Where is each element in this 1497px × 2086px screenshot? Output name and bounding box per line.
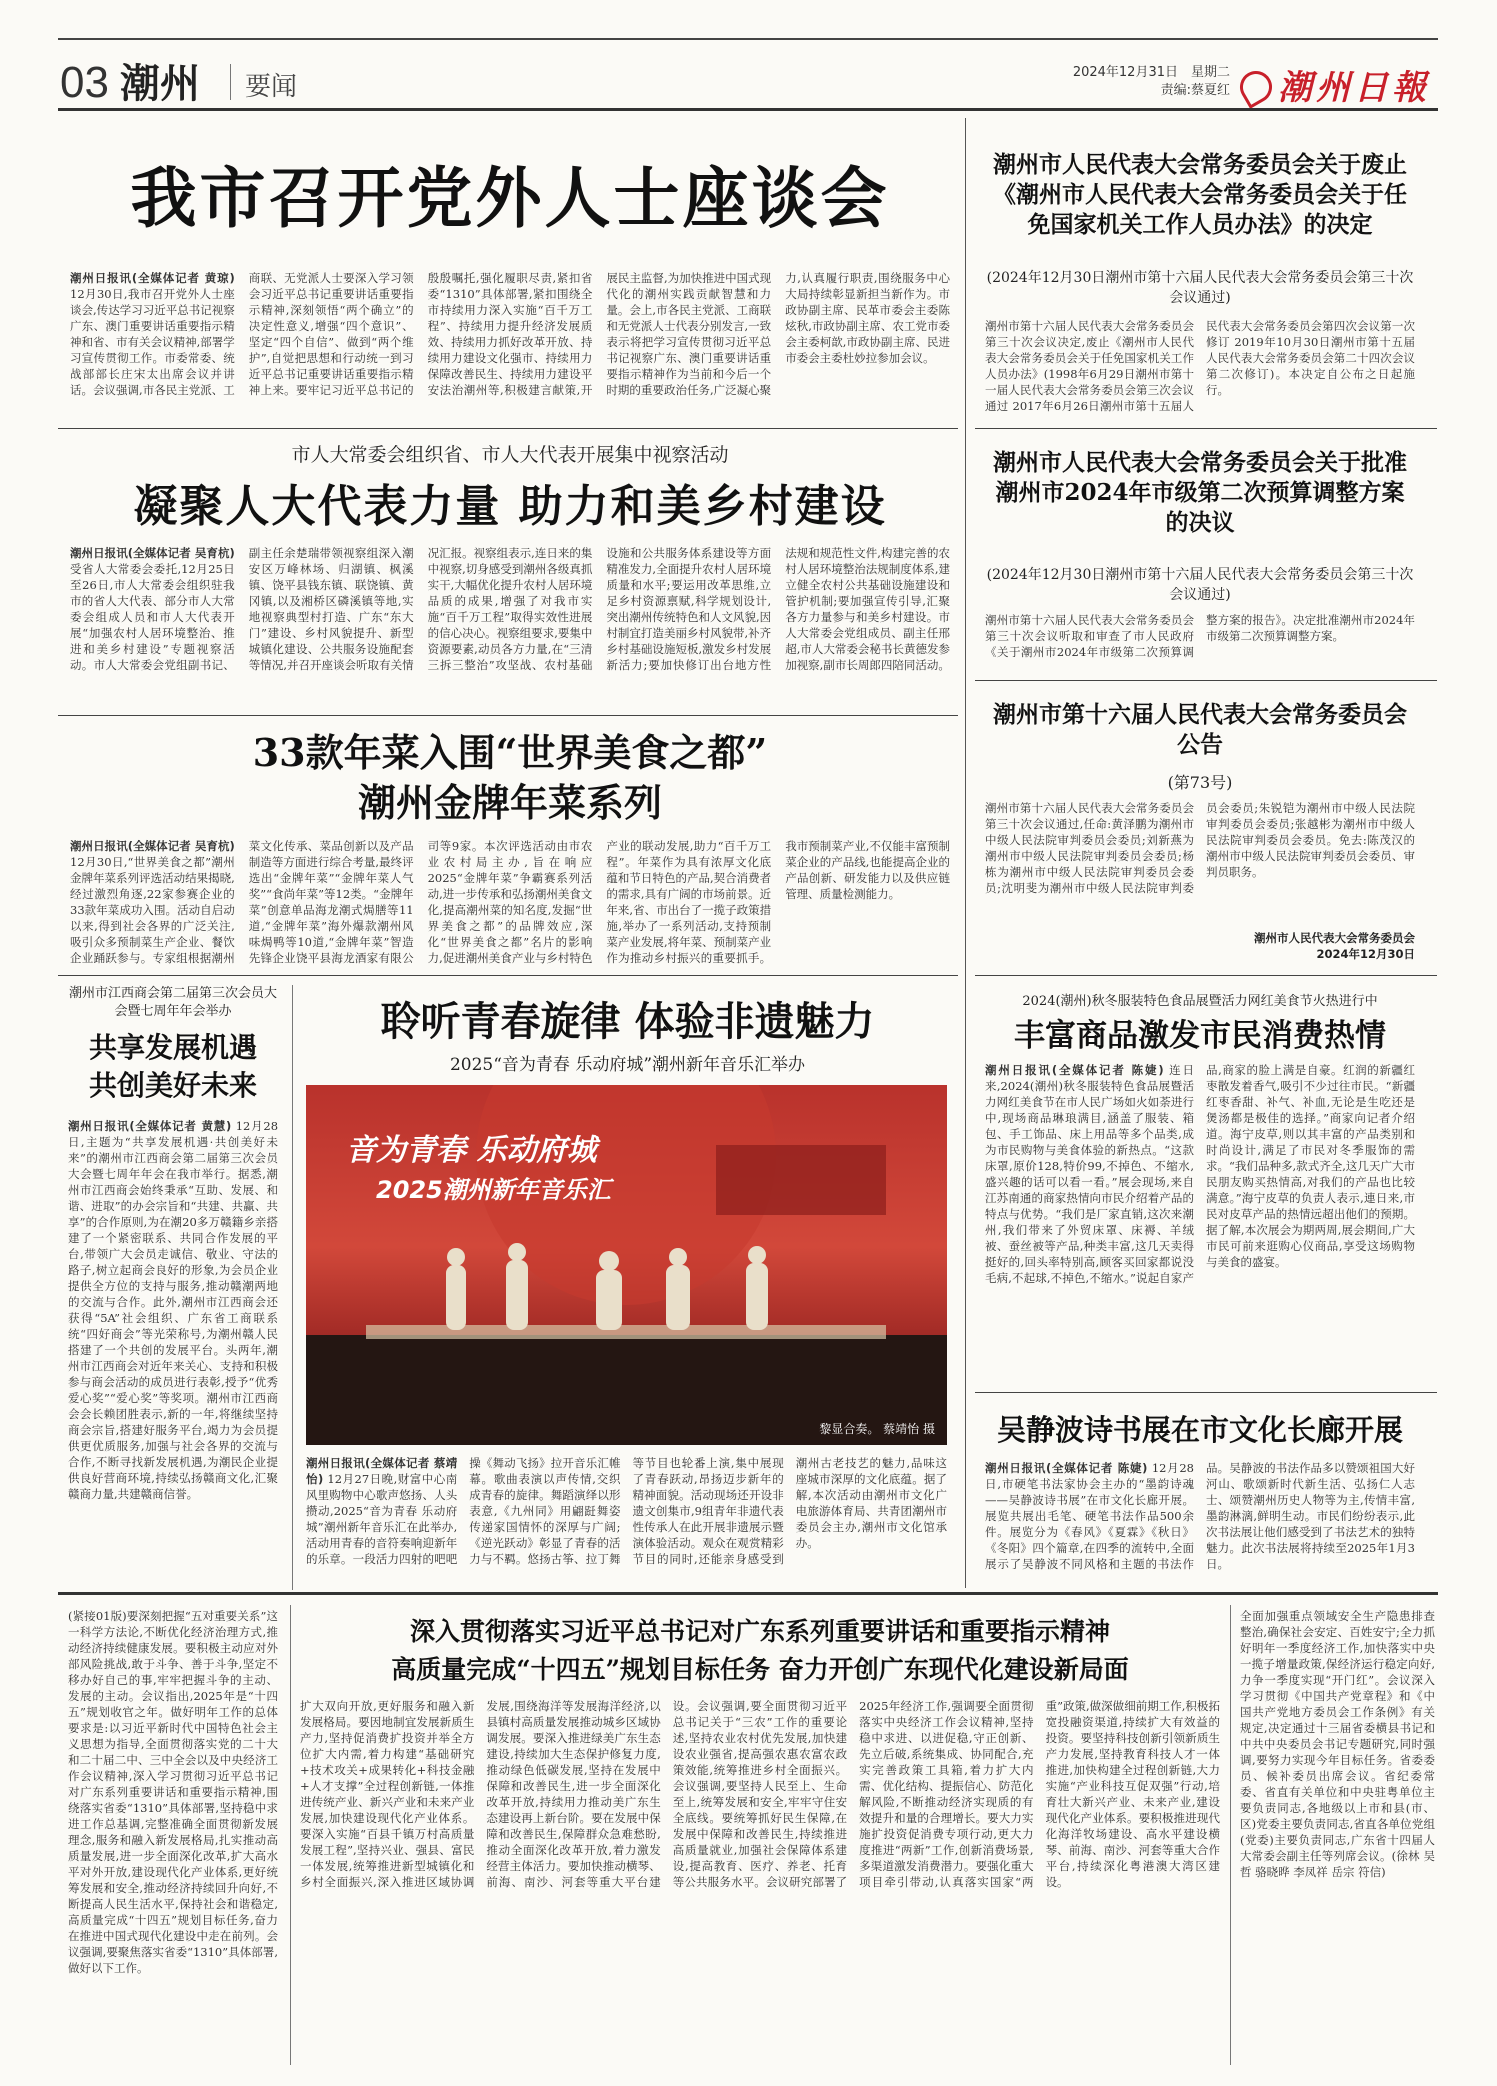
logo-mark-icon	[1234, 65, 1278, 109]
logo-text: 潮州日報	[1278, 68, 1430, 108]
kicker-a4: 潮州市江西商会第二届第三次会员大会暨七周年年会举办	[68, 986, 277, 1019]
headline-r2: 潮州市人民代表大会常务委员会关于批准潮州市2024年市级第二次预算调整方案的决议	[993, 449, 1407, 536]
headline-b1-line2: 高质量完成“十四五”规划目标任务 奋力开创广东现代化建设新局面	[391, 1655, 1129, 1684]
paper-section-name: 潮州	[120, 61, 201, 107]
headline-a3-line2: 潮州金牌年菜系列	[357, 780, 662, 825]
date-line: 2024年12月31日 星期二	[1072, 65, 1230, 80]
notice-signature-date: 2024年12月30日	[1316, 947, 1415, 961]
article-a5-body	[306, 1455, 947, 1580]
headline-r1: 潮州市人民代表大会常务委员会关于废止《潮州市人民代表大会常务委员会关于任免国家机关工作人员办法》的决定	[993, 151, 1407, 238]
photo-banner-title: 音为青春 乐动府城	[346, 1133, 597, 1168]
article-a5-text: 12月27日晚,财富中心南风里购物中心歌声悠扬、人头攒动,2025“音为青春 乐动府城”潮州新年音乐汇在此举办,活动用青春的音符奏响迎新年的乐章。一段活力四射的吧吧操《舞动飞扬》拉开音乐汇帷幕。歌曲表演以声传情,交织成青春的旋律。舞蹈演绎以形表意,《九州同》用翩跹舞姿传递家国情怀的深厚与广阔;《逆光跃动》彰显了青春的活力与不羁。悠扬古筝、拉丁舞等节目也轮番上演,集中展现了青春跃动,昂扬迈步新年的精神面貌。活动现场还开设非遗文创集市,9组青年非遗代表性传承人在此开展非遗展示暨演体验活动。观众在观赏精彩节目的同时,还能亲身感受到潮州古老技艺的魅力,品味这座城市深厚的文化底蕴。据了解,本次活动由潮州市文化广电旅游体育局、共青团潮州市委员会主办,潮州市文化馆承办。	[306, 1456, 947, 1566]
section-label: 要闻	[245, 72, 298, 102]
article-r5-body	[985, 1460, 1415, 1580]
article-r4-text: 连日来,2024(潮州)秋冬服装特色食品展暨活力网红美食节在市人民广场如火如荼进行中,现场商品琳琅满目,涵盖了服装、箱包、手工饰品、床上用品等多个品类,成为市民购物与美食体验的新热点。“这款床罩,原价128,特价99,不掉色、不缩水,盛兴趣的话可以看一看。”展会现场,来自江苏南通的商家热情向市民介绍着产品的特点与优势。“我们是厂家直销,这次来潮州,我们带来了外贸床罩、床褥、羊绒被、蚕丝被等产品,种类丰富,这几天卖得挺好的,回头率特别高,顾客买回家都说没毛病,不起球,不掉色,不缩水。”说起自家产品,商家的脸上满是自豪。红润的新疆红枣散发着香气,吸引不少过往市民。“新疆红枣香甜、补气、补血,无论是生吃还是煲汤都是极佳的选择。”商家向记者介绍道。海宁皮草,则以其丰富的产品类别和时尚设计,满足了市民对冬季服饰的需求。“我们品种多,款式齐全,这几天广大市民朋友购买热情高,对我们的产品也比较满意。”海宁皮草的负责人表示,連日来,市民对皮草产品的热情远超出他们的预期。据了解,本次展会为期两周,展会期间,广大市民可前来逛购心仪商品,享受这场购物与美食的盛宴。	[985, 1063, 1415, 1285]
notice-signature-org: 潮州市人民代表大会常务委员会	[1254, 931, 1415, 945]
article-a1-body	[70, 270, 950, 418]
article-a5-lead: 潮州日报讯(全媒体记者 蔡靖怡)	[306, 1456, 458, 1486]
header-divider	[230, 64, 231, 100]
article-b1-right-text: 全面加强重点领域安全生产隐患排查整治,确保社会安定、百姓安宁;全力抓好明年一季度经济工作,加快落实中央一揽子增量政策,保经济运行稳定向好,力争一季度实现“开门红”。会议深入学习贯彻《中国共产党章程》和《中国共产党地方委员会工作条例》有关规定,决定通过十三届省委横县书记和中共中央委员会书记专题研究,同时强调,要努力实现今年目标任务。省委委员、候补委员出席会议。省纪委常委、省直有关单位和中央驻粤单位主要负责同志,各地级以上市和县(市、区)党委主要负责同志,省直各单位党组(党委)主要负责同志,广东省十四届人大常委会副主任等列席会议。(徐林 吴哲 骆晓晔 李凤祥 岳宗 符信)	[1240, 1609, 1435, 1879]
article-a4-text: 12月28日,主题为“共享发展机遇·共创美好未来”的潮州市江西商会第二届第三次会员大会暨七周年年会在我市举行。据悉,潮州市江西商会始终秉承“互助、发展、和谐、进取”的办会宗旨和“共建、共赢、共享”的合作原则,为在潮20多万赣籍乡亲搭建了一个紧密联系、共同合作发展的平台,带领广大会员走诚信、敬业、守法的路子,树立起商会良好的形象,为会员企业提供全方位的支持与服务,推动赣潮两地的交流与合作。此外,潮州市江西商会还获得“5A”社会组织、广东省工商联系统“四好商会”等光荣称号,为潮州赣人民搭建了一个共创的发展平台。头两年,潮州市江西商会对近年来关心、支持和积极参与商会活动的成员进行表彰,授予“优秀爱心奖”“爱心奖”等奖项。潮州市江西商会会长赖团胜表示,新的一年,将继续坚持商会宗旨,搭建好服务平台,竭力为会员提供更优质服务,加强与社会各界的交流与合作,不断寻找新发展机遇,为潮民企业提供良好营商环境,持续弘扬赣商文化,汇聚赣商力量,共建赣商信誉。	[68, 1119, 278, 1501]
concert-photo	[306, 1085, 947, 1445]
article-r2-body	[985, 612, 1415, 668]
headline-r5: 吴静波诗书展在市文化长廊开展	[996, 1413, 1403, 1447]
article-b1-left-text: (紧接01版)要深刻把握“五对重要关系”这一科学方法论,不断优化经济治理方式,推动经济持续健康发展。要积极主动应对外部风险挑战,敢于斗争、善于斗争,坚定不移办好自己的事,牢牢把握斗争的主动、发展的主动。会议指出,2025年是“十四五”规划收官之年。做好明年工作的总体要求是:以习近平新时代中国特色社会主义思想为指导,全面贯彻落实党的二十大和二十届二中、三中全会以及中央经济工作会议精神,深入学习贯彻习近平总书记对广东系列重要讲话和重要指示精神,围绕落实省委“1310”具体部署,坚持稳中求进工作总基调,完整准确全面贯彻新发展理念,服务和融入新发展格局,扎实推动高质量发展,进一步全面深化改革,扩大高水平对外开放,建设现代化产业体系,更好统筹发展和安全,推动经济持续回升向好,不断提高人民生活水平,保持社会和谐稳定,高质量完成“十四五”规划目标任务,奋力在推进中国式现代化建设中走在前列。会议强调,要聚焦落实省委“1310”具体部署,做好以下工作。	[68, 1609, 278, 1975]
headline-r4: 丰富商品激发市民消费热情	[1014, 1018, 1386, 1054]
article-a4-body	[68, 1118, 278, 1578]
article-b1-left-column	[68, 1608, 278, 2063]
headline-a5: 聆听青春旋律 体验非遗魅力	[380, 998, 875, 1045]
article-a2-body	[70, 545, 950, 705]
subtitle-r1: (2024年12月30日潮州市第十六届人民代表大会常务委员会第三十次会议通过)	[986, 270, 1414, 306]
headline-a1: 我市召开党外人士座谈会	[130, 159, 890, 237]
article-r4-body	[985, 1062, 1415, 1382]
article-r4-lead: 潮州日报讯(全媒体记者 陈婕)	[985, 1063, 1164, 1077]
article-r5-lead: 潮州日报讯(全媒体记者 陈婕)	[985, 1461, 1148, 1475]
editor-line: 责编:蔡夏红	[1160, 83, 1230, 98]
notice-signature	[1200, 930, 1415, 962]
page-number-block	[60, 52, 200, 109]
article-a1-lead: 潮州日报讯(全媒体记者 黄琼)	[70, 271, 235, 285]
date-line-block	[1040, 64, 1230, 100]
headline-a4-line1: 共享发展机遇	[88, 1031, 257, 1064]
article-a2-text: 受省人大常委会委托,12月25日至26日,市人大常委会组织驻我市的省人大代表、部分市人大常委会组成人员和市人大代表开展“加强农村人居环境整治、推进和美乡村建设”专题视察活动。市人大常委会党组副书记、副主任余楚瑞带领视察组深入潮安区万峰林场、归湖镇、枫溪镇、饶平县钱东镇、联饶镇、黄冈镇,以及湘桥区磷溪镇等地,实地视察典型村打造、广东“东大门”建设、乡村风貌提升、新型城镇化建设、公共服务设施配套等情况,并召开座谈会听取有关情况汇报。视察组表示,连日来的集中视察,切身感受到潮州各级真抓实干,大幅优化提升农村人居环境品质的成果,增强了对我市实施“百千万工程”取得实效性进展的信心决心。视察组要求,要集中资源要素,动员各方力量,在“三清三拆三整治”攻坚战、农村基础设施和公共服务体系建设等方面精准发力,全面提升农村人居环境质量和水平;要运用改革思维,立足乡村资源禀赋,科学规划设计,突出潮州传统特色和人文风貌,因村制宜打造美丽乡村风貌带,补齐乡村基础设施短板,激发乡村发展新活力;要加快修订出台地方性法规和规范性文件,构建完善的农村人居环境整治法规制度体系,建立健全农村公共基础设施建设和管护机制;要加强宣传引导,汇聚各方力量参与和美乡村建设。市人大常委会党组成员、副主任邢超,市人大常委会秘书长黄德发参加视察,副市长周郎四陪同活动。	[70, 546, 950, 672]
article-b1-body	[300, 1698, 1220, 2063]
headline-r3: 潮州市第十六届人民代表大会常务委员会公告	[993, 701, 1407, 758]
article-a2-lead: 潮州日报讯(全媒体记者 吴育杭)	[70, 546, 235, 560]
article-b1-text: 扩大双向开放,更好服务和融入新发展格局。要因地制宜发展新质生产力,坚持促消费扩投资并举全方位扩大内需,着力构建“基础研究+技术攻关+成果转化+科技金融+人才支撑”全过程创新链,一体推进传统产业、新兴产业和未来产业发展,加快建设现代化产业体系。要深入实施“百县千镇万村高质量发展工程”,坚持兴业、强县、富民一体发展,统筹推进新型城镇化和乡村全面振兴,深入推进区域协调发展,围绕海洋等发展海洋经济,以县镇村高质量发展推动城乡区域协调发展。要深入推进绿美广东生态建设,持续加大生态保护修复力度,推动绿色低碳发展,坚持在发展中保障和改善民生,进一步全面深化改革开放,持续用力推动美广东生态建设再上新台阶。要在发展中保障和改善民生,保障群众急难愁盼,推动全面深化改革开放,着力激发经营主体活力。要加快推动横琴、前海、南沙、河套等重大平台建设。会议强调,要全面贯彻习近平总书记关于“三农”工作的重要论述,坚持农业农村优先发展,加快建设农业强省,提高强农惠农富农政策效能,统筹推进乡村全面振兴。会议强调,要坚持人民至上、生命至上,统筹发展和安全,牢牢守住安全底线。要统筹抓好民生保障,在发展中保障和改善民生,持续推进高质量就业,加强社会保障体系建设,提高教育、医疗、养老、托育等公共服务水平。会议研究部署了2025年经济工作,强调要全面贯彻落实中央经济工作会议精神,坚持稳中求进、以进促稳,守正创新、先立后破,系统集成、协同配合,充实完善政策工具箱,着力扩大内需、优化结构、提振信心、防范化解风险,不断推动经济实现质的有效提升和量的合理增长。要大力实施扩投资促消费专项行动,更大力度推进“两新”工作,创新消费场景,多渠道激发消费潜力。要强化重大项目牵引带动,认真落实国家“两重”政策,做深做细前期工作,积极拓宽投融资渠道,持续扩大有效益的投资。要坚持科技创新引领新质生产力发展,坚持教育科技人才一体推进,加快构建全过程创新链,大力实施“产业科技互促双强”行动,培育壮大新兴产业、未来产业,建设现代化产业体系。要积极推进现代化海洋牧场建设、高水平建设横琴、前海、南沙、河套等重大合作平台,持续深化粤港澳大湾区建设。	[300, 1699, 1220, 1889]
kicker-r4: 2024(潮州)秋冬服装特色食品展暨活力网红美食节火热进行中	[1022, 994, 1378, 1009]
article-r2-text: 潮州市第十六届人民代表大会常务委员会第三十次会议听取和审查了市人民政府《关于潮州市2024年市级第二次预算调整方案的报告》。决定批准潮州市2024年市级第二次预算调整方案。	[985, 613, 1415, 659]
article-a3-lead: 潮州日报讯(全媒体记者 吴育杭)	[70, 839, 235, 853]
headline-a4-line2: 共创美好未来	[88, 1069, 257, 1102]
notice-number-r3: (第73号)	[1167, 773, 1233, 792]
photo-banner-subtitle: 2025潮州新年音乐汇	[376, 1176, 611, 1204]
article-a3-body	[70, 838, 950, 968]
article-b1-right-column	[1240, 1608, 1435, 2063]
subtitle-r2: (2024年12月30日潮州市第十六届人民代表大会常务委员会第三十次会议通过)	[986, 567, 1414, 603]
subtitle-a5: 2025“音为青春 乐动府城”潮州新年音乐汇举办	[449, 1055, 806, 1075]
article-a1-text: 12月30日,我市召开党外人士座谈会,传达学习习近平总书记视察广东、澳门重要讲话重要指示精神和省、市有关会议精神,部署学习宣传贯彻工作。市委常委、统战部部长庄宋太出席会议并讲话。会议强调,市各民主党派、工商联、无党派人士要深入学习领会习近平总书记重要讲话重要指示精神,深刻领悟“两个确立”的决定性意义,增强“四个意识”、坚定“四个自信”、做到“两个维护”,自觉把思想和行动统一到习近平总书记重要讲话重要指示精神上来。要牢记习近平总书记的殷殷嘱托,强化履职尽责,紧扣省委“1310”具体部署,紧扣围绕全市持续用力深入实施“百千万工程”、持续用力提升经济发展质效、持续用力抓好改革开放、持续用力建设文化强市、持续用力保障改善民生、持续用力建设平安法治潮州等,积极建言献策,开展民主监督,为加快推进中国式现代化的潮州实践贡献智慧和力量。会上,市各民主党派、工商联和无党派人士代表分别发言,一致表示将把学习宣传贯彻习近平总书记视察广东、澳门重要讲话重要指示精神作为当前和今后一个时期的重要政治任务,广泛凝心聚力,认真履行职责,围绕服务中心大局持续彰显新担当新作为。市政协副主席、民革市委会主委陈炫秋,市政协副主席、农工党市委会主委柯歆,市政协副主席、民进市委会主委杜妙拉参加会议。	[70, 271, 950, 397]
article-a3-text: 12月30日,“世界美食之都”潮州金牌年菜系列评选活动结果揭晓,经过激烈角逐,22家参赛企业的33款年菜成功入围。活动自启动以来,得到社会各界的广泛关注,吸引众多预制菜生产企业、餐饮企业踊跃参与。专家组根据潮州菜文化传承、菜品创新以及产品制造等方面进行综合考量,最终评选出“金牌年菜”“金牌年菜人气奖”“食尚年菜”等12类。“金牌年菜”创意单品海龙潮式焗膳等11道,“金牌年菜”海外爆款潮州风味焗鸭等10道,“金牌年菜”智造先锋企业饶平县海龙酒家有限公司等9家。本次评选活动由市农业农村局主办,旨在响应2025“金牌年菜”争霸赛系列活动,进一步传承和弘扬潮州美食文化,提高潮州菜的知名度,发掘“世界美食之都”的品牌效应,深化“世界美食之都”名片的影响力,促进潮州美食产业与乡村特色产业的联动发展,助力“百千万工程”。年菜作为具有浓厚文化底蕴和节日特色的产品,契合消费者的需求,具有广阔的市场前景。近年来,省、市出台了一揽子政策措施,举办了一系列活动,支持预制菜产业发展,将年菜、预制菜产业作为推动乡村振兴的重要抓手。我市预制菜产业,不仅能丰富预制菜企业的产品线,也能提高企业的产品创新、研发能力以及供应链管理、质量检测能力。	[70, 839, 950, 965]
article-r1-body	[985, 318, 1415, 418]
headline-a3-line1: 33款年菜入围“世界美食之都”	[252, 730, 768, 775]
article-r1-text: 潮州市第十六届人民代表大会常务委员会第三十次会议决定,废止《潮州市人民代表大会常务委员会关于任免国家机关工作人员办法》(1998年6月29日潮州市第十一届人民代表大会常务委员会第三次会议通过 2017年6月26日潮州市第十五届人民代表大会常务委员会第四次会议第一次修订 2019年10月30日潮州市第十五届人民代表大会常务委员会第二十四次会议第二次修订)。本决定自公布之日起施行。	[985, 319, 1415, 413]
newspaper-logo	[1240, 60, 1430, 109]
kicker-a2: 市人大常委会组织省、市人大代表开展集中视察活动	[291, 444, 729, 466]
article-a4-lead: 潮州日报讯(全媒体记者 黄慧)	[68, 1119, 232, 1133]
headline-b1-line1: 深入贯彻落实习近平总书记对广东系列重要讲话和重要指示精神	[409, 1617, 1110, 1646]
article-r3-text: 潮州市第十六届人民代表大会常务委员会第三十次会议通过,任命:黄泽鹏为潮州市中级人民法院审判委员会委员;刘新燕为潮州市中级人民法院审判委员会委员;杨栋为潮州市中级人民法院审判委员会委员;沈明斐为潮州市中级人民法院审判委员会委员;朱锐铠为潮州市中级人民法院审判委员会委员;张越彬为潮州市中级人民法院审判委员会委员。免去:陈茂汉的潮州市中级人民法院审判委员会委员、审判员职务。	[985, 801, 1415, 895]
headline-a2: 凝聚人大代表力量 助力和美乡村建设	[133, 481, 887, 532]
article-r3-body	[985, 800, 1415, 928]
photo-caption: 黎显合奏。 蔡靖怡 摄	[819, 1422, 935, 1436]
article-r5-text: 12月28日,市硬笔书法家协会主办的“墨韵诗魂——吴静波诗书展”在市文化长廊开展。展览共展出毛笔、硬笔书法作品500余件。展览分为《春风》《夏霖》《秋日》《冬阳》四个篇章,在四季的流转中,全面展示了吴静波不同风格和主题的书法作品。吴静波的书法作品多以赞颂祖国大好河山、歌颂新时代新生活、弘扬仁人志士、颂赞潮州历史人物等为主,传情丰富,墨韵淋漓,鲜明生动。市民们纷纷表示,此次书法展让他们感受到了书法艺术的独特魅力。此次书法展将持续至2025年1月3日。	[985, 1461, 1415, 1571]
page-number: 03	[60, 58, 109, 107]
